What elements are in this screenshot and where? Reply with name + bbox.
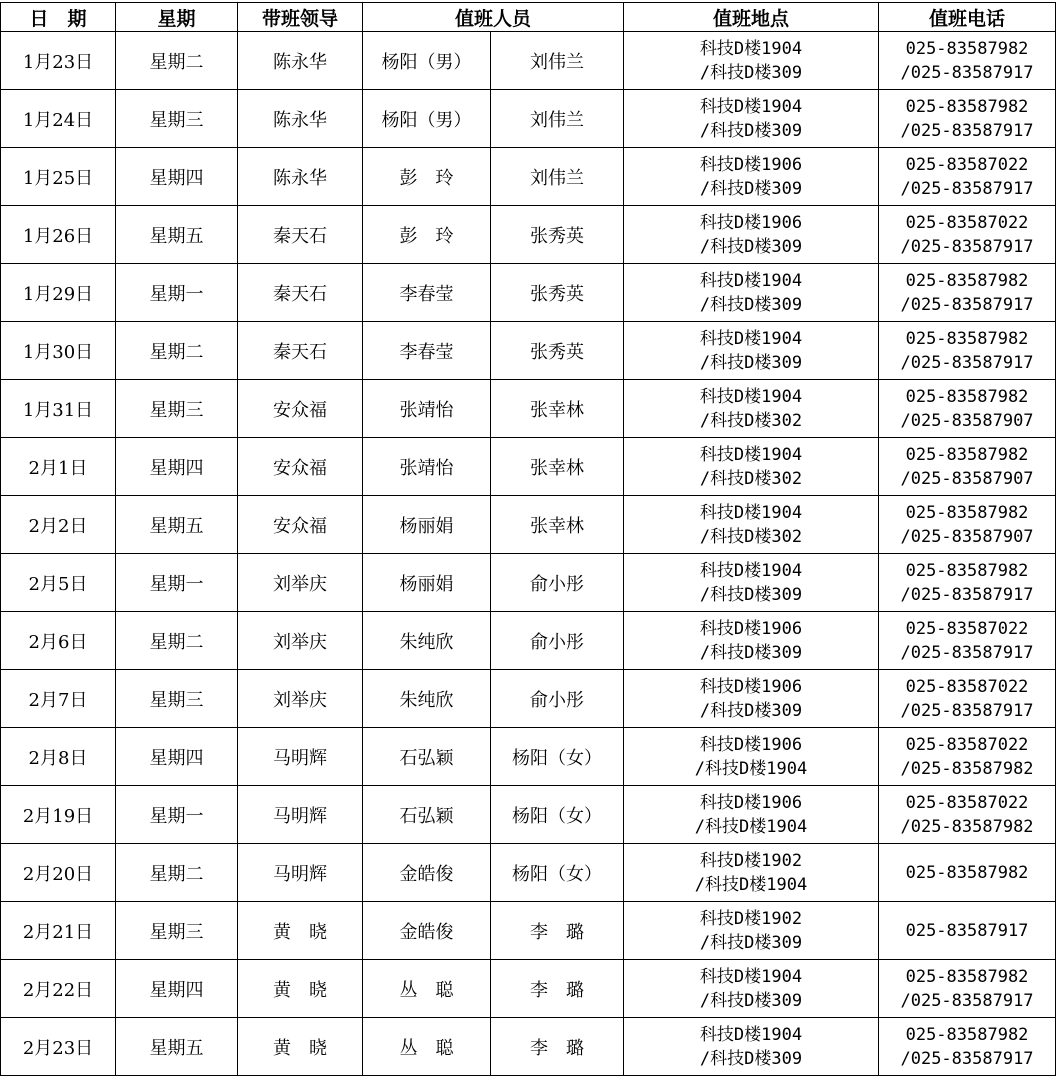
phone-cell — [879, 902, 1056, 960]
leader-cell: 安众福 — [238, 380, 363, 438]
staff-secondary-cell: 张秀英 — [491, 206, 624, 264]
header-phone: 值班电话 — [879, 3, 1056, 32]
weekday-cell: 星期五 — [116, 1018, 238, 1076]
staff-secondary-cell: 张秀英 — [491, 264, 624, 322]
location-cell — [624, 728, 879, 786]
phone-cell — [879, 438, 1056, 496]
location-cell — [624, 1018, 879, 1076]
staff-secondary-cell: 俞小彤 — [491, 670, 624, 728]
phone-cell — [879, 264, 1056, 322]
location-line: /科技D楼309 — [699, 990, 803, 1011]
phone-line: 025-83587982 — [905, 270, 1029, 291]
weekday-cell: 星期一 — [116, 264, 238, 322]
location-line: /科技D楼309 — [699, 352, 803, 373]
staff-secondary-cell: 李 璐 — [491, 902, 624, 960]
location-line: /科技D楼309 — [699, 120, 803, 141]
location-line: /科技D楼309 — [699, 932, 803, 953]
leader-cell: 马明辉 — [238, 844, 363, 902]
staff-primary-cell: 杨丽娟 — [363, 554, 491, 612]
staff-primary-cell: 彭 玲 — [363, 148, 491, 206]
phone-line: /025-83587917 — [900, 584, 1034, 605]
phone-cell — [879, 90, 1056, 148]
phone-line: /025-83587982 — [900, 758, 1034, 779]
staff-secondary-cell: 俞小彤 — [491, 554, 624, 612]
location-line: /科技D楼302 — [699, 410, 803, 431]
staff-primary-cell: 杨阳（男） — [363, 32, 491, 90]
location-line: 科技D楼1904 — [699, 328, 803, 349]
roster-body — [1, 32, 1056, 1076]
phone-cell — [879, 1018, 1056, 1076]
weekday-cell: 星期一 — [116, 786, 238, 844]
date-cell: 2月23日 — [1, 1018, 116, 1076]
table-row — [1, 612, 1056, 670]
location-line: /科技D楼1904 — [694, 874, 808, 895]
staff-secondary-cell: 李 璐 — [491, 1018, 624, 1076]
date-cell: 2月8日 — [1, 728, 116, 786]
phone-line: /025-83587907 — [900, 468, 1034, 489]
staff-secondary-cell: 李 璐 — [491, 960, 624, 1018]
table-row — [1, 670, 1056, 728]
weekday-cell: 星期二 — [116, 844, 238, 902]
leader-cell: 安众福 — [238, 438, 363, 496]
weekday-cell: 星期四 — [116, 438, 238, 496]
leader-cell: 马明辉 — [238, 728, 363, 786]
location-cell — [624, 786, 879, 844]
phone-cell — [879, 496, 1056, 554]
table-row — [1, 380, 1056, 438]
location-cell — [624, 960, 879, 1018]
phone-line: 025-83587022 — [905, 154, 1029, 175]
table-row — [1, 554, 1056, 612]
phone-cell — [879, 960, 1056, 1018]
location-cell — [624, 554, 879, 612]
phone-line: /025-83587917 — [900, 120, 1034, 141]
location-cell — [624, 322, 879, 380]
header-row — [1, 3, 1056, 32]
location-line: 科技D楼1904 — [699, 96, 803, 117]
location-line: /科技D楼1904 — [694, 816, 808, 837]
location-cell — [624, 438, 879, 496]
leader-cell: 秦天石 — [238, 264, 363, 322]
date-cell: 2月21日 — [1, 902, 116, 960]
date-cell: 1月24日 — [1, 90, 116, 148]
phone-line: 025-83587982 — [905, 444, 1029, 465]
location-line: /科技D楼309 — [699, 294, 803, 315]
location-cell — [624, 148, 879, 206]
phone-cell — [879, 554, 1056, 612]
staff-secondary-cell: 刘伟兰 — [491, 32, 624, 90]
phone-line: /025-83587917 — [900, 178, 1034, 199]
table-row — [1, 902, 1056, 960]
phone-line: /025-83587907 — [900, 526, 1034, 547]
phone-line: 025-83587982 — [905, 1024, 1029, 1045]
duty-roster-table — [0, 2, 1056, 1076]
leader-cell: 黄 晓 — [238, 1018, 363, 1076]
staff-primary-cell: 金皓俊 — [363, 902, 491, 960]
staff-secondary-cell: 张幸林 — [491, 380, 624, 438]
location-line: 科技D楼1902 — [699, 850, 803, 871]
phone-line: /025-83587907 — [900, 410, 1034, 431]
staff-primary-cell: 彭 玲 — [363, 206, 491, 264]
phone-line: 025-83587982 — [905, 560, 1029, 581]
phone-line: /025-83587982 — [900, 816, 1034, 837]
leader-cell: 刘举庆 — [238, 670, 363, 728]
phone-line: /025-83587917 — [900, 990, 1034, 1011]
weekday-cell: 星期三 — [116, 670, 238, 728]
staff-secondary-cell: 刘伟兰 — [491, 90, 624, 148]
date-cell: 2月22日 — [1, 960, 116, 1018]
table-row — [1, 1018, 1056, 1076]
staff-secondary-cell: 杨阳（女） — [491, 728, 624, 786]
header-location: 值班地点 — [624, 3, 879, 32]
weekday-cell: 星期五 — [116, 496, 238, 554]
table-row — [1, 844, 1056, 902]
phone-cell — [879, 32, 1056, 90]
leader-cell: 黄 晓 — [238, 960, 363, 1018]
location-line: 科技D楼1904 — [699, 1024, 803, 1045]
staff-primary-cell: 张靖怡 — [363, 438, 491, 496]
location-cell — [624, 496, 879, 554]
date-cell: 1月26日 — [1, 206, 116, 264]
staff-secondary-cell: 张幸林 — [491, 438, 624, 496]
date-cell: 1月25日 — [1, 148, 116, 206]
phone-line: /025-83587917 — [900, 700, 1034, 721]
staff-primary-cell: 丛 聪 — [363, 1018, 491, 1076]
phone-line: 025-83587982 — [905, 502, 1029, 523]
phone-cell — [879, 380, 1056, 438]
weekday-cell: 星期四 — [116, 960, 238, 1018]
table-row — [1, 206, 1056, 264]
location-line: 科技D楼1904 — [699, 38, 803, 59]
phone-cell — [879, 322, 1056, 380]
table-row — [1, 264, 1056, 322]
weekday-cell: 星期二 — [116, 32, 238, 90]
leader-cell: 秦天石 — [238, 206, 363, 264]
date-cell: 2月20日 — [1, 844, 116, 902]
location-line: 科技D楼1906 — [699, 676, 803, 697]
phone-line: /025-83587917 — [900, 352, 1034, 373]
leader-cell: 安众福 — [238, 496, 363, 554]
date-cell: 1月30日 — [1, 322, 116, 380]
date-cell: 2月1日 — [1, 438, 116, 496]
header-weekday: 星期 — [116, 3, 238, 32]
table-row — [1, 496, 1056, 554]
phone-line: 025-83587982 — [905, 96, 1029, 117]
location-cell — [624, 380, 879, 438]
phone-cell — [879, 612, 1056, 670]
phone-cell — [879, 728, 1056, 786]
staff-secondary-cell: 杨阳（女） — [491, 786, 624, 844]
location-cell — [624, 90, 879, 148]
phone-cell — [879, 786, 1056, 844]
phone-line: 025-83587917 — [905, 920, 1029, 941]
date-cell: 2月19日 — [1, 786, 116, 844]
staff-primary-cell: 李春莹 — [363, 322, 491, 380]
staff-secondary-cell: 张秀英 — [491, 322, 624, 380]
table-row — [1, 322, 1056, 380]
header-leader: 带班领导 — [238, 3, 363, 32]
phone-line: 025-83587022 — [905, 676, 1029, 697]
staff-primary-cell: 杨丽娟 — [363, 496, 491, 554]
location-line: /科技D楼309 — [699, 236, 803, 257]
location-line: 科技D楼1906 — [699, 154, 803, 175]
staff-primary-cell: 李春莹 — [363, 264, 491, 322]
phone-cell — [879, 844, 1056, 902]
weekday-cell: 星期二 — [116, 322, 238, 380]
location-line: 科技D楼1906 — [699, 734, 803, 755]
weekday-cell: 星期三 — [116, 90, 238, 148]
weekday-cell: 星期一 — [116, 554, 238, 612]
location-cell — [624, 264, 879, 322]
table-row — [1, 148, 1056, 206]
location-cell — [624, 902, 879, 960]
table-row — [1, 960, 1056, 1018]
table-row — [1, 32, 1056, 90]
header-date: 日 期 — [1, 3, 116, 32]
phone-line: 025-83587022 — [905, 618, 1029, 639]
leader-cell: 秦天石 — [238, 322, 363, 380]
phone-line: 025-83587022 — [905, 734, 1029, 755]
staff-primary-cell: 朱纯欣 — [363, 612, 491, 670]
leader-cell: 刘举庆 — [238, 554, 363, 612]
leader-cell: 黄 晓 — [238, 902, 363, 960]
phone-line: 025-83587982 — [905, 862, 1029, 883]
phone-line: /025-83587917 — [900, 642, 1034, 663]
phone-line: /025-83587917 — [900, 62, 1034, 83]
leader-cell: 陈永华 — [238, 148, 363, 206]
location-line: 科技D楼1904 — [699, 560, 803, 581]
location-line: 科技D楼1904 — [699, 386, 803, 407]
staff-primary-cell: 朱纯欣 — [363, 670, 491, 728]
leader-cell: 陈永华 — [238, 32, 363, 90]
phone-line: 025-83587022 — [905, 792, 1029, 813]
staff-primary-cell: 石弘颖 — [363, 728, 491, 786]
location-line: /科技D楼309 — [699, 1048, 803, 1069]
weekday-cell: 星期三 — [116, 902, 238, 960]
location-line: 科技D楼1906 — [699, 792, 803, 813]
phone-line: 025-83587022 — [905, 212, 1029, 233]
date-cell: 2月5日 — [1, 554, 116, 612]
leader-cell: 刘举庆 — [238, 612, 363, 670]
staff-secondary-cell: 俞小彤 — [491, 612, 624, 670]
date-cell: 2月2日 — [1, 496, 116, 554]
phone-line: 025-83587982 — [905, 966, 1029, 987]
table-row — [1, 786, 1056, 844]
weekday-cell: 星期四 — [116, 728, 238, 786]
staff-primary-cell: 金皓俊 — [363, 844, 491, 902]
location-line: /科技D楼309 — [699, 642, 803, 663]
location-line: 科技D楼1906 — [699, 212, 803, 233]
location-line: 科技D楼1904 — [699, 966, 803, 987]
date-cell: 1月23日 — [1, 32, 116, 90]
date-cell: 2月7日 — [1, 670, 116, 728]
staff-primary-cell: 杨阳（男） — [363, 90, 491, 148]
table-row — [1, 438, 1056, 496]
location-line: 科技D楼1906 — [699, 618, 803, 639]
leader-cell: 陈永华 — [238, 90, 363, 148]
weekday-cell: 星期二 — [116, 612, 238, 670]
phone-cell — [879, 148, 1056, 206]
location-line: 科技D楼1904 — [699, 270, 803, 291]
location-line: /科技D楼1904 — [694, 758, 808, 779]
phone-line: /025-83587917 — [900, 1048, 1034, 1069]
staff-secondary-cell: 杨阳（女） — [491, 844, 624, 902]
phone-line: 025-83587982 — [905, 38, 1029, 59]
location-line: /科技D楼309 — [699, 584, 803, 605]
phone-cell — [879, 670, 1056, 728]
location-line: 科技D楼1904 — [699, 444, 803, 465]
location-line: 科技D楼1902 — [699, 908, 803, 929]
location-line: /科技D楼309 — [699, 700, 803, 721]
phone-cell — [879, 206, 1056, 264]
table-row — [1, 728, 1056, 786]
location-cell — [624, 206, 879, 264]
staff-primary-cell: 张靖怡 — [363, 380, 491, 438]
table-row — [1, 90, 1056, 148]
staff-secondary-cell: 张幸林 — [491, 496, 624, 554]
location-cell — [624, 32, 879, 90]
date-cell: 1月31日 — [1, 380, 116, 438]
phone-line: 025-83587982 — [905, 328, 1029, 349]
header-staff: 值班人员 — [363, 3, 624, 32]
phone-line: /025-83587917 — [900, 236, 1034, 257]
location-line: /科技D楼302 — [699, 468, 803, 489]
staff-secondary-cell: 刘伟兰 — [491, 148, 624, 206]
location-line: /科技D楼302 — [699, 526, 803, 547]
staff-primary-cell: 石弘颖 — [363, 786, 491, 844]
weekday-cell: 星期三 — [116, 380, 238, 438]
location-line: /科技D楼309 — [699, 62, 803, 83]
leader-cell: 马明辉 — [238, 786, 363, 844]
location-cell — [624, 612, 879, 670]
weekday-cell: 星期四 — [116, 148, 238, 206]
date-cell: 1月29日 — [1, 264, 116, 322]
staff-primary-cell: 丛 聪 — [363, 960, 491, 1018]
date-cell: 2月6日 — [1, 612, 116, 670]
location-line: /科技D楼309 — [699, 178, 803, 199]
location-line: 科技D楼1904 — [699, 502, 803, 523]
location-cell — [624, 844, 879, 902]
phone-line: /025-83587917 — [900, 294, 1034, 315]
location-cell — [624, 670, 879, 728]
phone-line: 025-83587982 — [905, 386, 1029, 407]
weekday-cell: 星期五 — [116, 206, 238, 264]
